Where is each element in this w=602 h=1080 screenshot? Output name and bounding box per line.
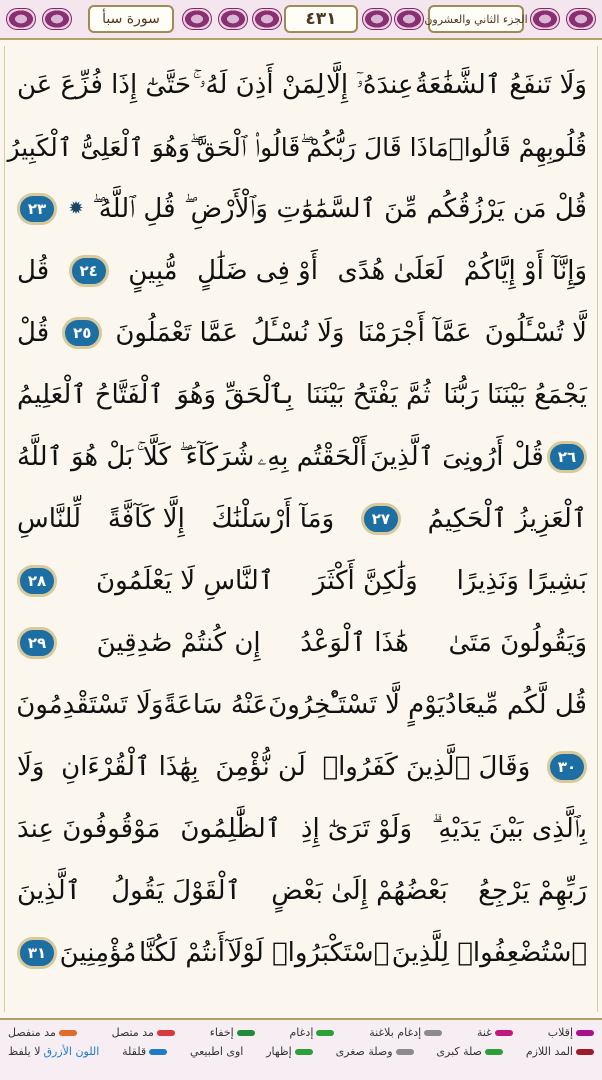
sajda-star-icon: ✹ bbox=[68, 198, 84, 219]
text-segment: قُلْ bbox=[17, 318, 50, 348]
color-swatch-icon bbox=[149, 1049, 167, 1055]
ornament-icon bbox=[6, 8, 36, 30]
legend-item bbox=[548, 1026, 594, 1039]
color-swatch-icon bbox=[157, 1030, 175, 1036]
legend-item bbox=[290, 1026, 335, 1039]
ayah-marker: ٢٩ bbox=[17, 627, 57, 659]
text-segment: شُرَكَآءَ ۖ كَلَّا ۚ bbox=[136, 442, 255, 472]
legend-label: لا يلفظ bbox=[8, 1045, 41, 1058]
text-segment: ٱلْفَتَّاحُ ٱلْعَلِيمُ bbox=[17, 380, 164, 410]
legend-label: غنة bbox=[476, 1026, 492, 1039]
text-segment: لِّلنَّاسِ bbox=[17, 504, 82, 534]
text-segment: وَقَالَ ٱلَّذِينَ كَفَرُوا۟ bbox=[322, 752, 531, 782]
text-segment: عَنْهُ سَاعَةً bbox=[163, 690, 269, 720]
text-segment: ٱسْتُضْعِفُوا۟ لِلَّذِينَ bbox=[391, 938, 587, 968]
legend-item bbox=[336, 1045, 414, 1058]
text-segment: وَمَآ أَرْسَلْنَٰكَ bbox=[211, 504, 335, 534]
surah-name: سورة سبأ bbox=[88, 5, 174, 33]
text-segment: رَبِّهِمْ يَرْجِعُ bbox=[478, 876, 587, 906]
text-line bbox=[5, 242, 599, 300]
ayah-marker: ٢٧ bbox=[361, 503, 401, 535]
text-segment: بِٱلْحَقِّ وَهُوَ bbox=[176, 380, 294, 410]
legend-item bbox=[526, 1045, 594, 1058]
text-line bbox=[5, 676, 599, 734]
ornament-icon bbox=[182, 8, 212, 30]
text-segment: بَشِيرًا وَنَذِيرًا bbox=[456, 566, 587, 596]
legend-item bbox=[436, 1045, 503, 1058]
text-segment: مُؤْمِنِينَ bbox=[59, 938, 137, 968]
text-segment: قَالُوا۟ ٱلْحَقَّ ۖ bbox=[189, 132, 301, 162]
text-segment: قُلِ ٱللَّهُ ۖ bbox=[92, 194, 176, 224]
ayah-marker: ٢٦ bbox=[547, 441, 587, 473]
text-segment: أَنتُمْ لَكُنَّا bbox=[139, 938, 225, 968]
color-swatch-icon bbox=[485, 1049, 503, 1055]
text-segment: مَوْقُوفُونَ عِندَ bbox=[17, 814, 161, 844]
color-swatch-icon bbox=[237, 1030, 255, 1036]
text-segment: ثُمَّ يَفْتَحُ بَيْنَنَا bbox=[305, 380, 431, 410]
legend-item bbox=[477, 1026, 513, 1039]
text-segment: لَّا تُسْـَٔلُونَ bbox=[484, 318, 587, 348]
text-segment: مِّنَ ٱلسَّمَٰوَٰتِ bbox=[276, 194, 418, 224]
ornament-icon bbox=[530, 8, 560, 30]
page-header bbox=[0, 0, 602, 40]
text-segment: إِلَّا كَآفَّةً bbox=[107, 504, 185, 534]
text-segment: وَلَٰكِنَّ أَكْثَرَ bbox=[312, 566, 418, 596]
text-segment: حَتَّىٰٓ إِذَا فُزِّعَ عَن bbox=[17, 70, 192, 100]
text-line bbox=[5, 366, 599, 424]
text-line bbox=[5, 56, 599, 114]
ornament-icon bbox=[362, 8, 392, 30]
text-segment: وَلَا bbox=[17, 752, 45, 782]
color-swatch-icon bbox=[295, 1049, 313, 1055]
ornament-icon bbox=[42, 8, 72, 30]
text-segment: وَهُوَ ٱلْعَلِىُّ ٱلْكَبِيرُ bbox=[7, 132, 190, 162]
legend-label: وصلة صغرى bbox=[335, 1045, 393, 1058]
tajweed-legend bbox=[0, 1018, 602, 1080]
text-segment: أَوْ فِى ضَلَٰلٍ bbox=[197, 256, 318, 286]
text-segment: وَلَا نُسْـَٔلُ bbox=[251, 318, 345, 348]
legend-item bbox=[266, 1045, 313, 1058]
ornament-icon bbox=[252, 8, 282, 30]
juz-name: الجزء الثاني والعشرون bbox=[428, 5, 524, 33]
text-segment: قُلْ أَرُونِىَ ٱلَّذِينَ bbox=[370, 442, 544, 472]
text-segment: وَلَا تَسْتَقْدِمُونَ bbox=[16, 690, 164, 720]
text-segment: ٱلَّذِينَ bbox=[17, 876, 81, 906]
legend-item bbox=[210, 1026, 255, 1039]
color-swatch-icon bbox=[396, 1049, 414, 1055]
text-segment: عَمَّآ أَجْرَمْنَا bbox=[357, 318, 472, 348]
text-segment: إِن كُنتُمْ صَٰدِقِينَ bbox=[96, 628, 261, 658]
text-segment: وَٱلْأَرْضِ ۖ bbox=[184, 194, 268, 224]
text-segment: ٱسْتَكْبَرُوا۟ لَوْلَآ bbox=[227, 938, 390, 968]
text-segment: ٱلظَّٰلِمُونَ bbox=[180, 814, 281, 844]
text-line bbox=[5, 304, 599, 362]
text-segment: ٱلنَّاسِ لَا يَعْلَمُونَ bbox=[96, 566, 274, 596]
text-segment: وَيَقُولُونَ مَتَىٰ bbox=[448, 628, 587, 658]
text-line bbox=[5, 428, 599, 486]
text-segment: لَن نُّؤْمِنَ bbox=[215, 752, 306, 782]
text-segment: قُلْ مَن يَرْزُقُكُم bbox=[426, 194, 587, 224]
text-segment: بِهَٰذَا ٱلْقُرْءَانِ bbox=[61, 752, 199, 782]
legend-label: إقلاب bbox=[547, 1026, 573, 1039]
page-number: ٤٣١ bbox=[284, 5, 358, 33]
color-swatch-icon bbox=[59, 1030, 77, 1036]
text-line bbox=[5, 180, 599, 238]
text-line bbox=[5, 862, 599, 920]
text-line bbox=[5, 614, 599, 672]
legend-item bbox=[190, 1045, 243, 1058]
text-segment: مُّبِينٍ bbox=[128, 256, 178, 286]
text-segment: وَإِنَّآ أَوْ إِيَّاكُمْ bbox=[463, 256, 587, 286]
text-segment: هَٰذَا ٱلْوَعْدُ bbox=[300, 628, 409, 658]
text-segment: قُلُوبِهِمْ قَالُوا۟ bbox=[448, 132, 587, 162]
text-segment: لَعَلَىٰ هُدًى bbox=[337, 256, 445, 286]
legend-row bbox=[8, 1026, 594, 1039]
color-swatch-icon bbox=[316, 1030, 334, 1036]
text-segment: قُل لَّكُم مِّيعَادُ bbox=[444, 690, 587, 720]
ayah-marker: ٣١ bbox=[17, 937, 57, 969]
color-swatch-icon bbox=[576, 1049, 594, 1055]
text-segment: قُل bbox=[17, 256, 50, 286]
text-segment: ٱلْقَوْلَ يَقُولُ bbox=[111, 876, 241, 906]
text-segment: يَجْمَعُ بَيْنَنَا رَبُّنَا bbox=[443, 380, 587, 410]
legend-item bbox=[122, 1045, 167, 1058]
legend-label: قلقلة bbox=[122, 1045, 147, 1058]
legend-label: إدغام bbox=[289, 1026, 314, 1039]
text-line bbox=[5, 924, 599, 982]
text-segment: يَوْمٍ لَّا تَسْتَـْٔخِرُونَ bbox=[268, 690, 445, 720]
legend-item bbox=[8, 1045, 99, 1058]
text-segment: عَمَّا تَعْمَلُونَ bbox=[115, 318, 239, 348]
text-line bbox=[5, 552, 599, 610]
text-segment: عِندَهُۥٓ إِلَّا bbox=[326, 70, 414, 100]
color-swatch-icon bbox=[576, 1030, 594, 1036]
legend-label: إخفاء bbox=[209, 1026, 234, 1039]
text-segment: وَلَا تَنفَعُ ٱلشَّفَٰعَةُ bbox=[415, 70, 587, 100]
ornament-icon bbox=[394, 8, 424, 30]
text-segment: بَعْضُهُمْ إِلَىٰ بَعْضٍ bbox=[271, 876, 448, 906]
text-segment: بِٱلَّذِى بَيْنَ يَدَيْهِ ۗ bbox=[431, 814, 587, 844]
ayah-marker: ٢٥ bbox=[62, 317, 102, 349]
ayah-marker: ٢٤ bbox=[69, 255, 109, 287]
text-segment: لِمَنْ أَذِنَ لَهُۥ ۚ bbox=[192, 70, 325, 100]
text-segment: ٱلْعَزِيزُ ٱلْحَكِيمُ bbox=[427, 504, 587, 534]
text-segment: مَاذَا قَالَ رَبُّكُمْ ۖ bbox=[300, 132, 449, 162]
legend-item bbox=[8, 1026, 77, 1039]
text-line bbox=[5, 800, 599, 858]
legend-label: المد اللازم bbox=[525, 1045, 573, 1058]
text-line bbox=[5, 118, 599, 176]
ayah-marker: ٣٠ bbox=[547, 751, 587, 783]
legend-label: صلة كبرى bbox=[436, 1045, 483, 1058]
ayah-marker: ٢٣ bbox=[17, 193, 57, 225]
legend-label: مد منفصل bbox=[8, 1026, 56, 1039]
legend-label: إدغام بلاغنة bbox=[369, 1026, 422, 1039]
text-line bbox=[5, 490, 599, 548]
color-swatch-icon bbox=[424, 1030, 442, 1036]
text-segment: بَلْ هُوَ ٱللَّهُ bbox=[17, 442, 134, 472]
color-swatch-icon bbox=[495, 1030, 513, 1036]
ornament-icon bbox=[218, 8, 248, 30]
legend-item bbox=[369, 1026, 442, 1039]
quran-page bbox=[4, 46, 598, 1012]
legend-row bbox=[8, 1045, 594, 1058]
legend-label: مد متصل bbox=[111, 1026, 154, 1039]
text-segment: أَلْحَقْتُم بِهِۦ bbox=[257, 442, 367, 472]
ornament-icon bbox=[566, 8, 596, 30]
legend-label: اللون الأزرق bbox=[43, 1045, 100, 1058]
legend-label: إظهار bbox=[266, 1045, 292, 1058]
text-line bbox=[5, 738, 599, 796]
legend-label: اوى اطبيعي bbox=[189, 1045, 244, 1058]
text-segment: وَلَوْ تَرَىٰٓ إِذِ bbox=[300, 814, 413, 844]
legend-item bbox=[112, 1026, 175, 1039]
ayah-marker: ٢٨ bbox=[17, 565, 57, 597]
